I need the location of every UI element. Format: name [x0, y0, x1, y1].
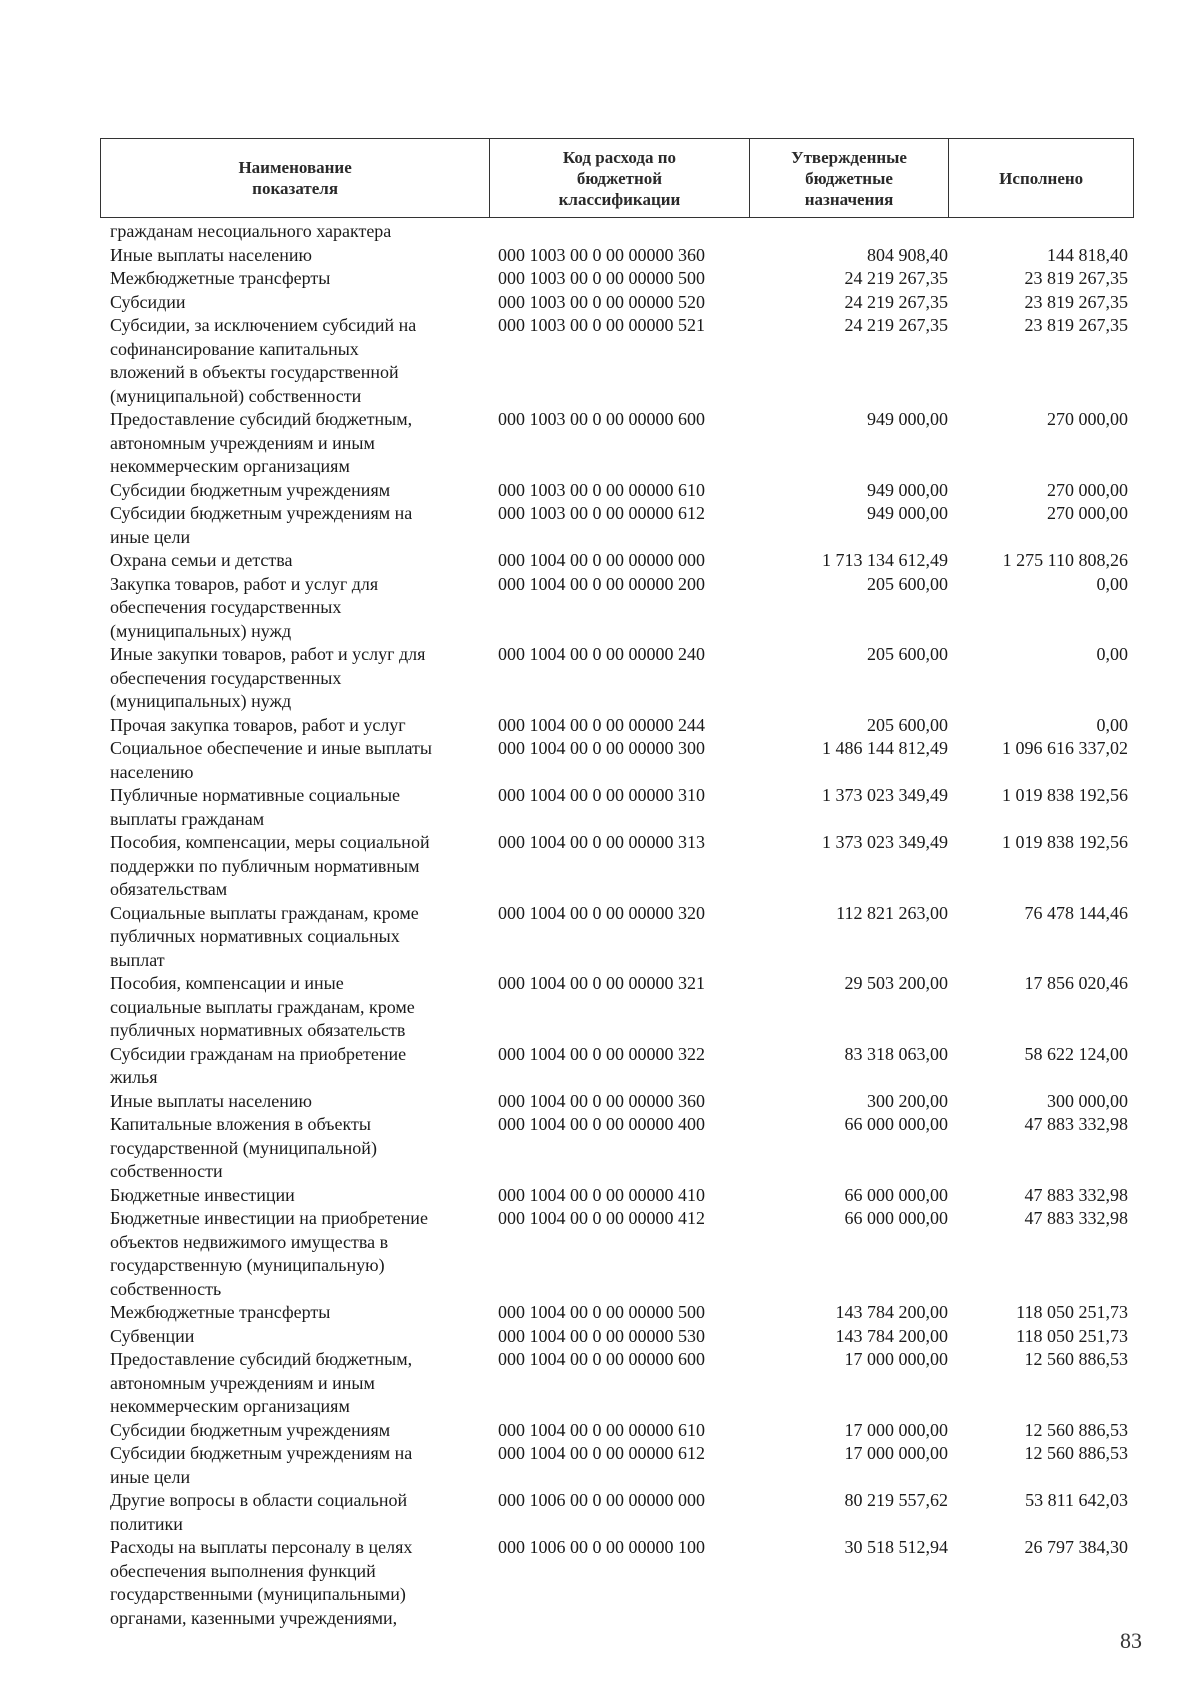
- row-name: Бюджетные инвестиции на приобретение объектов недвижимого имущества в государственную (муниципальную) собственность: [110, 1208, 428, 1299]
- table-row: [110, 573, 1134, 644]
- table-body: [110, 220, 1134, 1630]
- row-approved: 17 000 000,00: [844, 1443, 948, 1463]
- row-name: Предоставление субсидий бюджетным, автономным учреждениям и иным некоммерческим организациям: [110, 1349, 413, 1416]
- row-executed: 270 000,00: [1047, 479, 1128, 500]
- row-executed: 26 797 384,30: [1024, 1537, 1128, 1557]
- row-executed: 1 019 838 192,56: [1002, 785, 1128, 805]
- row-name: Субсидии бюджетным учреждениям на иные цели: [110, 503, 413, 547]
- table-row: [110, 1442, 1134, 1489]
- row-code: 000 1004 00 0 00 00000 412: [498, 1208, 705, 1228]
- row-approved: 205 600,00: [867, 714, 948, 735]
- row-code: 000 1004 00 0 00 00000 200: [498, 573, 705, 594]
- row-approved: 24 219 267,35: [844, 268, 948, 288]
- table-row: [110, 408, 1134, 479]
- row-code: 000 1004 00 0 00 00000 600: [498, 1349, 705, 1369]
- row-code: 000 1004 00 0 00 00000 240: [498, 644, 705, 664]
- row-approved: [748, 220, 948, 244]
- row-name: Межбюджетные трансферты: [110, 268, 331, 288]
- row-name: Охрана семьи и детства: [110, 550, 293, 570]
- table-row: [110, 291, 1134, 315]
- header-code: Код расхода по бюджетной классификации: [490, 139, 750, 217]
- row-name: Капитальные вложения в объекты государственной (муниципальной) собственности: [110, 1114, 377, 1181]
- row-executed: 118 050 251,73: [1016, 1302, 1128, 1322]
- row-code: 000 1004 00 0 00 00000 310: [498, 785, 705, 805]
- row-approved: 949 000,00: [867, 409, 948, 429]
- row-approved: 205 600,00: [867, 644, 948, 664]
- row-approved: 143 784 200,00: [835, 1302, 948, 1322]
- table-header: [100, 138, 1134, 218]
- row-approved: 1 486 144 812,49: [822, 738, 948, 758]
- row-code: 000 1004 00 0 00 00000 321: [498, 973, 705, 993]
- table-row: [110, 1090, 1134, 1114]
- row-code: 000 1004 00 0 00 00000 500: [498, 1302, 705, 1322]
- row-executed: 300 000,00: [1047, 1090, 1128, 1111]
- table-row: [110, 1536, 1134, 1630]
- row-code: 000 1004 00 0 00 00000 610: [498, 1419, 705, 1440]
- row-approved: 66 000 000,00: [844, 1208, 948, 1228]
- row-executed: 12 560 886,53: [1024, 1349, 1128, 1369]
- row-name: Иные выплаты населению: [110, 244, 312, 265]
- row-executed: 270 000,00: [1047, 409, 1128, 429]
- row-executed: 144 818,40: [1047, 244, 1128, 265]
- header-executed: Исполнено: [999, 168, 1084, 188]
- table-row: [110, 1325, 1134, 1349]
- row-executed: 23 819 267,35: [1024, 268, 1128, 288]
- row-name: Иные закупки товаров, работ и услуг для обеспечения государственных (муниципальных) нужд: [110, 644, 426, 711]
- row-code: 000 1004 00 0 00 00000 360: [498, 1090, 705, 1111]
- row-approved: 24 219 267,35: [844, 291, 948, 312]
- row-approved: 83 318 063,00: [844, 1043, 948, 1064]
- table-row: [110, 549, 1134, 573]
- row-name: Закупка товаров, работ и услуг для обеспечения государственных (муниципальных) нужд: [110, 573, 379, 641]
- table-row: [110, 1113, 1134, 1184]
- row-code: 000 1004 00 0 00 00000 612: [498, 1443, 705, 1463]
- row-approved: 17 000 000,00: [844, 1419, 948, 1440]
- row-executed: 76 478 144,46: [1024, 902, 1128, 923]
- table-row: [110, 267, 1134, 291]
- row-code: 000 1004 00 0 00 00000 410: [498, 1184, 705, 1205]
- row-name: гражданам несоциального характера: [110, 221, 392, 241]
- row-code: 000 1004 00 0 00 00000 244: [498, 714, 705, 735]
- row-approved: 143 784 200,00: [835, 1325, 948, 1346]
- table-row: [110, 714, 1134, 738]
- row-name: Субсидии: [110, 291, 186, 312]
- row-code: 000 1004 00 0 00 00000 300: [498, 738, 705, 758]
- table-row: [110, 1184, 1134, 1208]
- row-executed: 23 819 267,35: [1024, 315, 1128, 335]
- row-code: 000 1004 00 0 00 00000 322: [498, 1043, 705, 1064]
- table-row: [110, 244, 1134, 268]
- row-approved: 804 908,40: [867, 244, 948, 265]
- row-approved: 66 000 000,00: [844, 1114, 948, 1134]
- row-code: 000 1004 00 0 00 00000 530: [498, 1325, 705, 1346]
- row-approved: 66 000 000,00: [844, 1184, 948, 1205]
- table-row: [110, 502, 1134, 549]
- row-name: Субсидии бюджетным учреждениям: [110, 479, 391, 500]
- row-approved: 300 200,00: [867, 1090, 948, 1111]
- row-code: 000 1004 00 0 00 00000 313: [498, 832, 705, 852]
- row-code: 000 1003 00 0 00 00000 610: [498, 479, 705, 500]
- row-approved: 949 000,00: [867, 479, 948, 500]
- row-name: Субсидии бюджетным учреждениям: [110, 1419, 391, 1440]
- row-executed: 47 883 332,98: [1024, 1208, 1128, 1228]
- row-name: Социальные выплаты гражданам, кроме публичных нормативных социальных выплат: [110, 902, 419, 970]
- row-code: [498, 220, 748, 244]
- row-approved: 949 000,00: [867, 503, 948, 523]
- row-approved: 1 713 134 612,49: [822, 550, 948, 570]
- row-executed: 58 622 124,00: [1024, 1043, 1128, 1064]
- row-executed: 12 560 886,53: [1024, 1419, 1128, 1440]
- row-executed: 270 000,00: [1047, 503, 1128, 523]
- row-code: 000 1004 00 0 00 00000 320: [498, 902, 705, 923]
- table-row: [110, 479, 1134, 503]
- row-code: 000 1004 00 0 00 00000 000: [498, 550, 705, 570]
- row-approved: 205 600,00: [867, 573, 948, 594]
- row-name: Иные выплаты населению: [110, 1090, 312, 1111]
- row-code: 000 1003 00 0 00 00000 612: [498, 503, 705, 523]
- table-row: [110, 220, 1134, 244]
- table-row: [110, 1301, 1134, 1325]
- table-row: [110, 972, 1134, 1043]
- row-executed: 1 275 110 808,26: [1002, 550, 1128, 570]
- row-name: Субсидии, за исключением субсидий на софинансирование капитальных вложений в объекты государственной (муниципальной) собственности: [110, 315, 417, 406]
- row-code: 000 1004 00 0 00 00000 400: [498, 1114, 705, 1134]
- row-name: Пособия, компенсации и иные социальные выплаты гражданам, кроме публичных нормативных обязательств: [110, 973, 415, 1040]
- row-executed: 17 856 020,46: [1024, 973, 1128, 993]
- table-row: [110, 1043, 1134, 1090]
- row-approved: 30 518 512,94: [844, 1537, 948, 1557]
- row-code: 000 1006 00 0 00 00000 000: [498, 1490, 705, 1510]
- table-row: [110, 1348, 1134, 1419]
- row-name: Расходы на выплаты персоналу в целях обеспечения выполнения функций государственными (муниципальными) органами, казенными учреждениями,: [110, 1537, 413, 1628]
- row-name: Межбюджетные трансферты: [110, 1302, 331, 1322]
- row-executed: [948, 220, 1128, 244]
- row-name: Предоставление субсидий бюджетным, автономным учреждениям и иным некоммерческим организациям: [110, 409, 413, 476]
- row-name: Пособия, компенсации, меры социальной поддержки по публичным нормативным обязательствам: [110, 832, 430, 899]
- table-row: [110, 1419, 1134, 1443]
- row-code: 000 1003 00 0 00 00000 521: [498, 315, 705, 335]
- row-executed: 53 811 642,03: [1025, 1490, 1128, 1510]
- row-approved: 24 219 267,35: [844, 315, 948, 335]
- header-approved: Утвержденные бюджетные назначения: [750, 139, 950, 217]
- row-name: Бюджетные инвестиции: [110, 1184, 295, 1205]
- table-row: [110, 737, 1134, 784]
- row-name: Публичные нормативные социальные выплаты гражданам: [110, 785, 401, 829]
- row-name: Прочая закупка товаров, работ и услуг: [110, 714, 406, 735]
- row-approved: 29 503 200,00: [844, 973, 948, 993]
- row-executed: 1 019 838 192,56: [1002, 832, 1128, 852]
- row-approved: 1 373 023 349,49: [822, 785, 948, 805]
- row-name: Субсидии гражданам на приобретение жилья: [110, 1043, 407, 1087]
- row-executed: 118 050 251,73: [1016, 1325, 1128, 1346]
- table-row: [110, 784, 1134, 831]
- table-row: [110, 643, 1134, 714]
- row-executed: 12 560 886,53: [1024, 1443, 1128, 1463]
- row-code: 000 1006 00 0 00 00000 100: [498, 1537, 705, 1557]
- row-name: Субвенции: [110, 1325, 195, 1346]
- row-name: Социальное обеспечение и иные выплаты населению: [110, 738, 432, 782]
- row-executed: 47 883 332,98: [1024, 1184, 1128, 1205]
- table-row: [110, 1207, 1134, 1301]
- header-name: Наименование показателя: [101, 139, 490, 217]
- row-name: Другие вопросы в области социальной политики: [110, 1490, 408, 1534]
- row-approved: 80 219 557,62: [844, 1490, 948, 1510]
- row-executed: 23 819 267,35: [1024, 291, 1128, 312]
- row-approved: 112 821 263,00: [836, 902, 948, 923]
- row-code: 000 1003 00 0 00 00000 500: [498, 268, 705, 288]
- page-number: 83: [1120, 1628, 1142, 1653]
- row-approved: 17 000 000,00: [844, 1349, 948, 1369]
- row-executed: 1 096 616 337,02: [1002, 738, 1128, 758]
- table-row: [110, 1489, 1134, 1536]
- row-code: 000 1003 00 0 00 00000 600: [498, 409, 705, 429]
- row-code: 000 1003 00 0 00 00000 360: [498, 244, 705, 265]
- row-name: Субсидии бюджетным учреждениям на иные цели: [110, 1443, 413, 1487]
- row-executed: 47 883 332,98: [1024, 1114, 1128, 1134]
- table-row: [110, 314, 1134, 408]
- row-executed: 0,00: [1096, 573, 1128, 594]
- row-code: 000 1003 00 0 00 00000 520: [498, 291, 705, 312]
- table-row: [110, 902, 1134, 973]
- row-executed: 0,00: [1096, 644, 1128, 664]
- row-executed: 0,00: [1096, 714, 1128, 735]
- row-approved: 1 373 023 349,49: [822, 832, 948, 852]
- table-row: [110, 831, 1134, 902]
